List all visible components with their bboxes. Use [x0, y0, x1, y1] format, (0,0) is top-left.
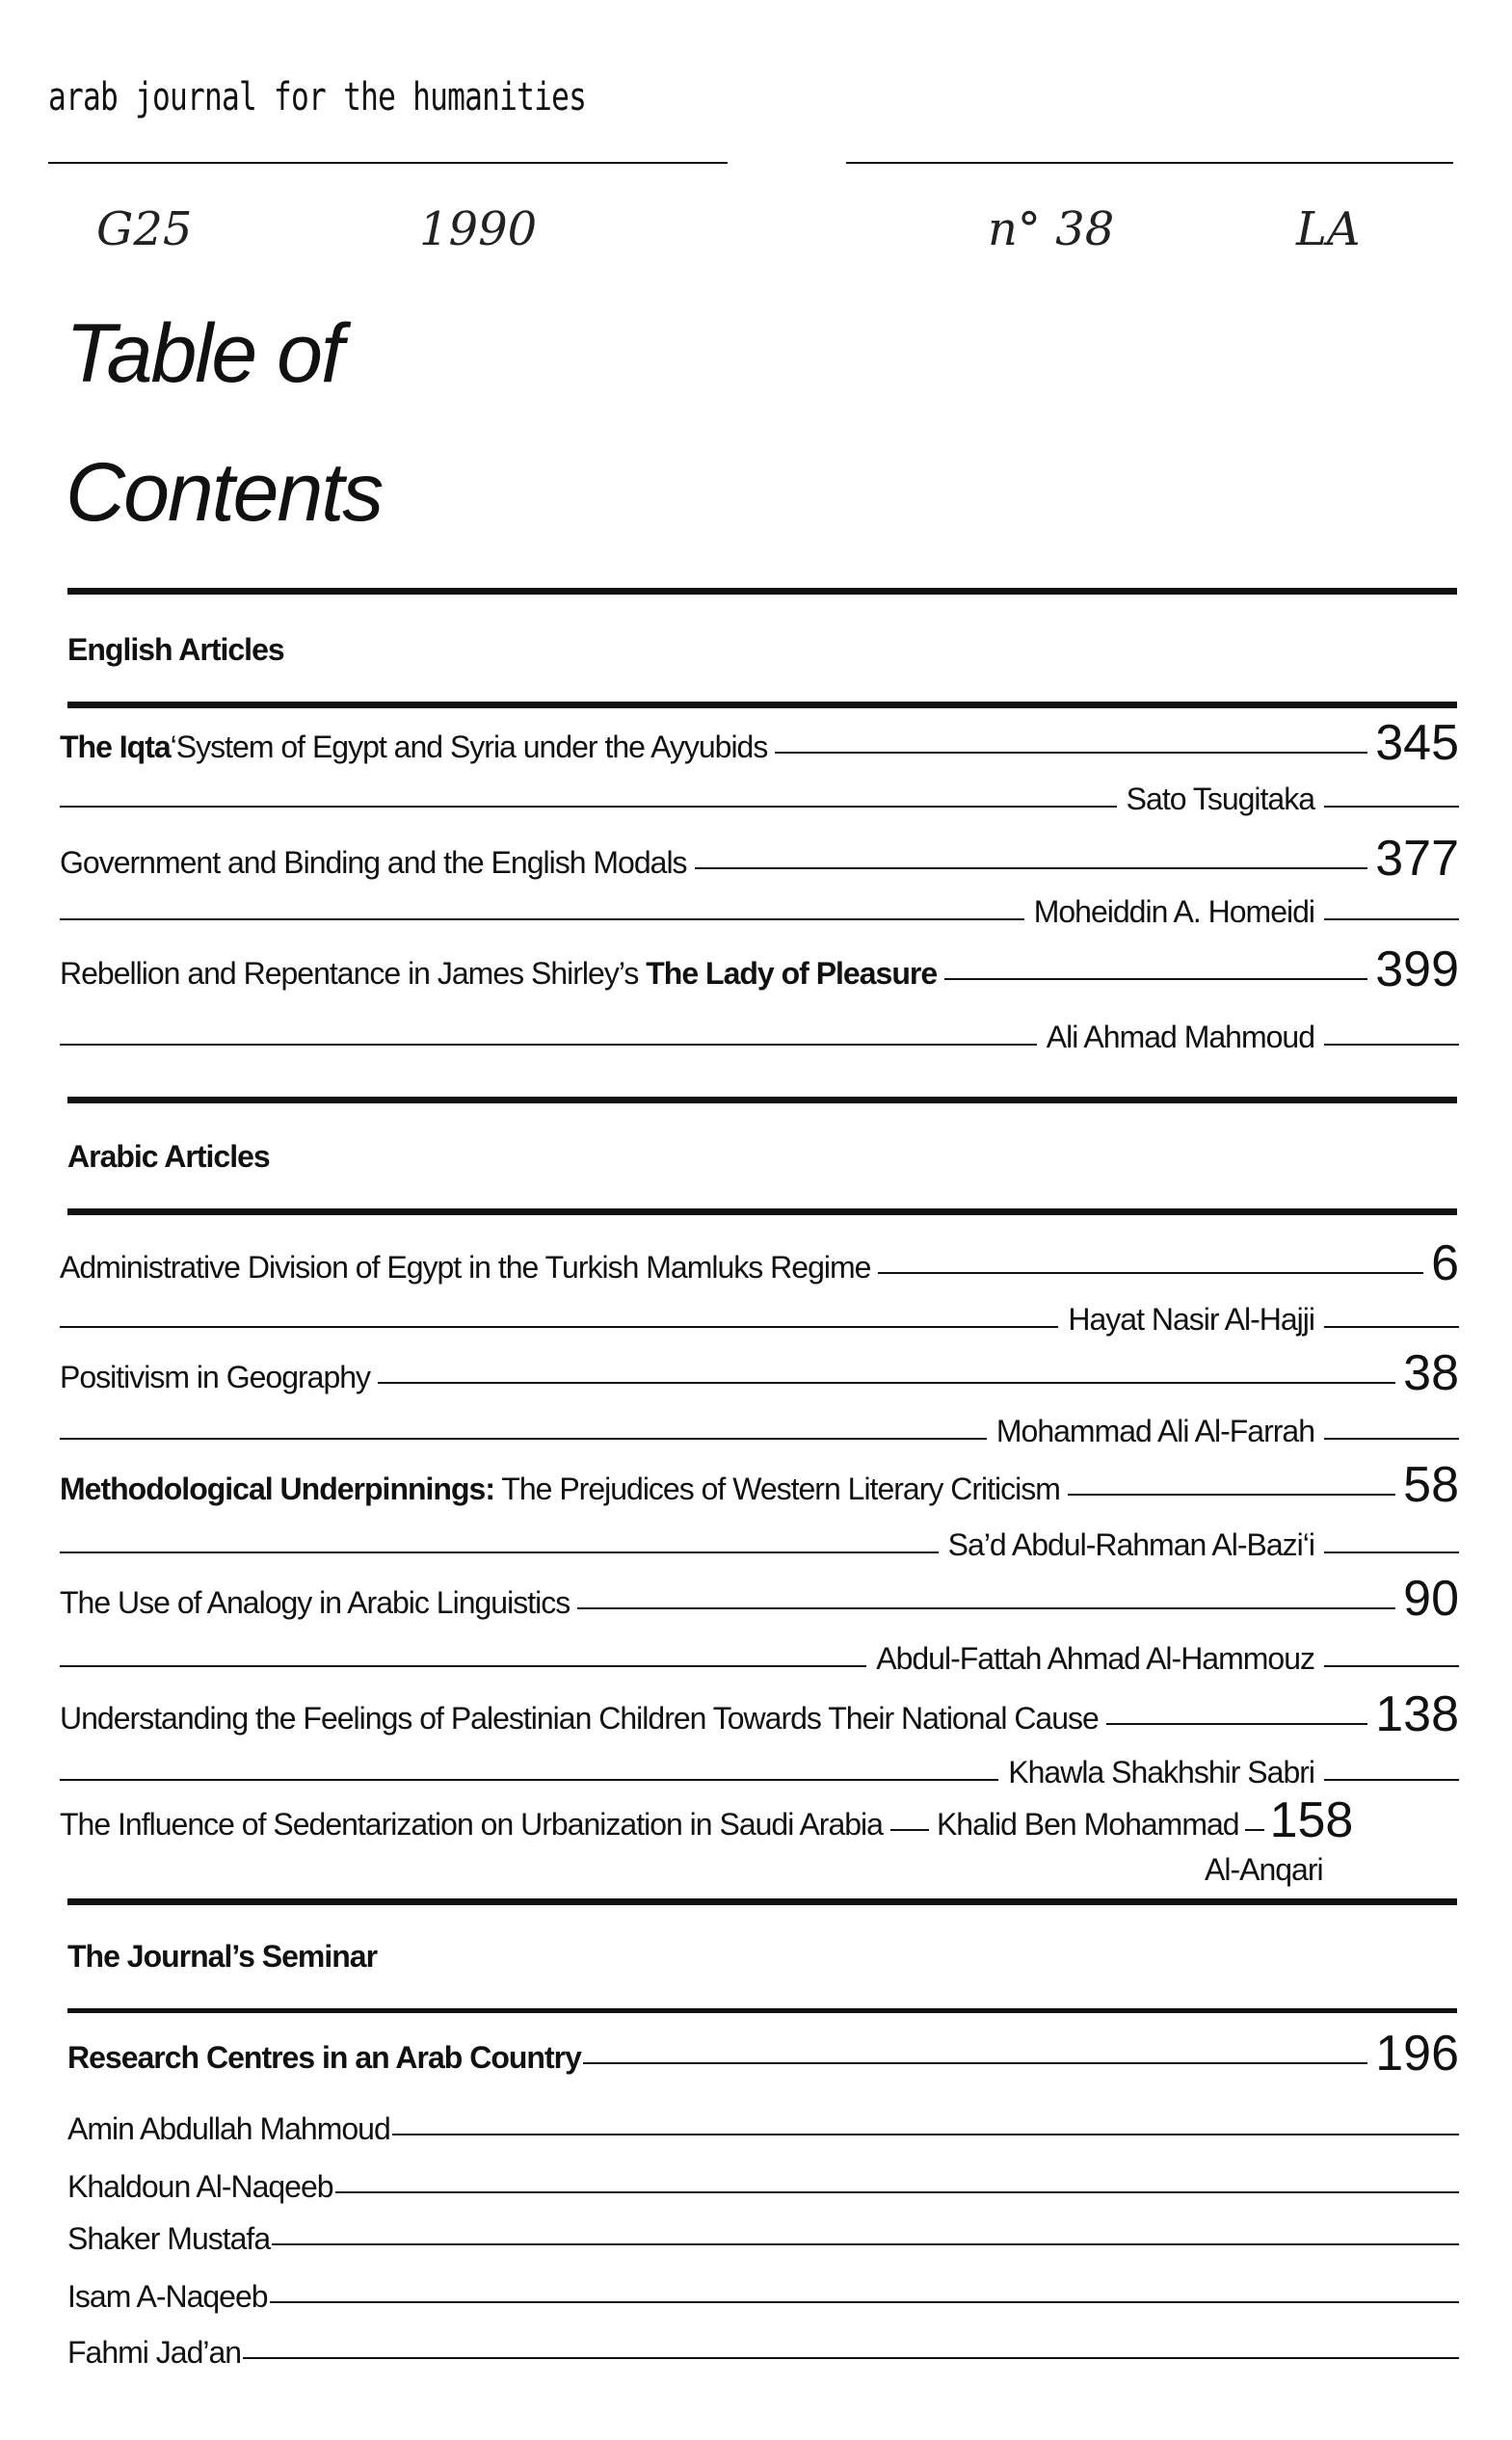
page-number: 58 [1403, 1457, 1459, 1513]
leader-line [1106, 1723, 1367, 1725]
entry-title: The Iqta‘System of Egypt and Syria under the Ayyubids [60, 729, 768, 764]
leader-line [944, 978, 1367, 980]
participant-row [67, 2332, 1459, 2371]
section-heading-arabic: Arabic Articles [67, 1139, 270, 1174]
toc-entry[interactable] [60, 1345, 1459, 1401]
leader-line [577, 1607, 1395, 1609]
leader-line [378, 1382, 1395, 1384]
toc-entry[interactable] [60, 715, 1459, 771]
toc-entry[interactable] [60, 1792, 1459, 1848]
page-number: 158 [1269, 1792, 1354, 1848]
page-number: 138 [1375, 1686, 1459, 1742]
page-number: 345 [1375, 715, 1459, 771]
participant-name: Amin Abdullah Mahmoud [67, 2111, 390, 2146]
leader-line [1245, 1829, 1264, 1831]
section-rule [67, 1898, 1457, 1905]
leader-line [890, 1829, 929, 1831]
entry-author: Sa’d Abdul-Rahman Al-Bazi‘i [947, 1527, 1314, 1562]
entry-title: The Use of Analogy in Arabic Linguistics [60, 1585, 570, 1620]
handwritten-issue: n° 38 [988, 202, 1115, 256]
section-rule [67, 702, 1457, 708]
entry-author: Abdul-Fattah Ahmad Al-Hammouz [876, 1641, 1314, 1676]
leader-line [695, 867, 1368, 869]
section-heading-english: English Articles [67, 632, 284, 667]
leader-line [1068, 1494, 1395, 1496]
author-row [60, 1017, 1459, 1055]
entry-author: Sato Tsugitaka [1126, 782, 1314, 816]
journal-name: arab journal for the humanities [48, 75, 587, 119]
header-rule-left [48, 162, 728, 164]
participant-row [67, 2108, 1459, 2147]
participant-row [67, 2218, 1459, 2257]
entry-author: Mohammad Ali Al-Farrah [995, 1414, 1314, 1448]
entry-title: Research Centres in an Arab Country [67, 2040, 581, 2075]
participant-row [67, 2166, 1459, 2205]
page-number: 6 [1431, 1235, 1459, 1291]
page-number: 38 [1403, 1345, 1459, 1401]
participant-name: Fahmi Jad’an [67, 2335, 242, 2370]
leader-line [775, 752, 1367, 754]
section-rule [67, 1208, 1457, 1215]
participant-name: Isam A-Naqeeb [67, 2279, 268, 2314]
section-rule [67, 2008, 1457, 2013]
participant-name: Khaldoun Al-Naqeeb [67, 2169, 333, 2204]
entry-title: Methodological Underpinnings: The Prejudices of Western Literary Criticism [60, 1472, 1060, 1506]
toc-entry[interactable] [60, 1571, 1459, 1627]
entry-title: The Influence of Sedentarization on Urbanization in Saudi Arabia [60, 1807, 883, 1842]
author-row [60, 891, 1459, 930]
page-number: 196 [1375, 2026, 1459, 2082]
entry-title: Administrative Division of Egypt in the Turkish Mamluks Regime [60, 1250, 871, 1285]
participant-name: Shaker Mustafa [67, 2221, 271, 2256]
author-row [60, 1525, 1459, 1563]
handwritten-year: 1990 [419, 202, 538, 256]
entry-author-line2: Al-Anqari [1205, 1852, 1323, 1887]
handwritten-code: G25 [96, 202, 193, 256]
page-number: 90 [1403, 1571, 1459, 1627]
author-row [60, 1299, 1459, 1338]
author-row [60, 1411, 1459, 1449]
section-heading-seminar: The Journal’s Seminar [67, 1939, 378, 1974]
section-rule [67, 588, 1457, 595]
leader-line [583, 2062, 1367, 2064]
toc-entry[interactable] [60, 1235, 1459, 1291]
page-number: 377 [1375, 831, 1459, 887]
page-title-line1: Table of [66, 307, 342, 400]
entry-author: Khalid Ben Mohammad [936, 1807, 1239, 1842]
page-title-line2: Contents [66, 446, 383, 539]
toc-entry[interactable] [60, 1457, 1459, 1513]
author-row [60, 1638, 1459, 1677]
handwritten-initials: LA [1296, 202, 1361, 256]
toc-entry[interactable] [60, 831, 1459, 887]
entry-author: Khawla Shakhshir Sabri [1008, 1755, 1314, 1790]
entry-author: Moheiddin A. Homeidi [1033, 894, 1314, 929]
page-number: 399 [1375, 942, 1459, 997]
entry-title: Positivism in Geography [60, 1360, 371, 1394]
toc-entry-seminar[interactable] [67, 2026, 1459, 2082]
participant-row [67, 2276, 1459, 2315]
author-row [60, 1752, 1459, 1790]
header-rule-right [846, 162, 1453, 164]
toc-entry[interactable] [60, 1686, 1459, 1742]
entry-author: Ali Ahmad Mahmoud [1046, 1020, 1314, 1054]
entry-author: Hayat Nasir Al-Hajji [1068, 1302, 1314, 1337]
entry-title: Government and Binding and the English Modals [60, 845, 687, 880]
leader-line [878, 1272, 1423, 1274]
entry-title: Understanding the Feelings of Palestinian Children Towards Their National Cause [60, 1701, 1099, 1736]
entry-title: Rebellion and Repentance in James Shirley’s The Lady of Pleasure [60, 956, 938, 991]
toc-entry[interactable] [60, 942, 1459, 997]
section-rule [67, 1097, 1457, 1103]
author-row [60, 779, 1459, 817]
